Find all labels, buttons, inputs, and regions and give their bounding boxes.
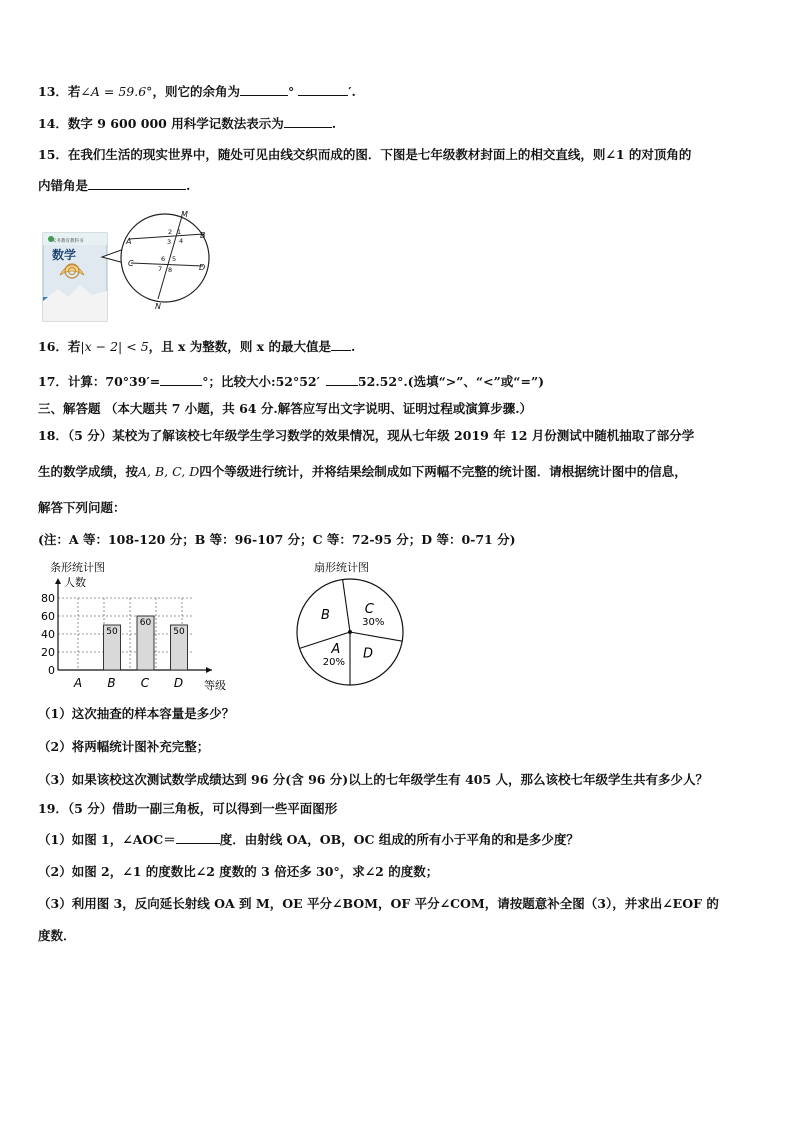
bar-ytick-label: 20 <box>41 646 55 659</box>
pie-slice-label-D: D <box>362 646 374 662</box>
q15-end: . <box>186 178 191 193</box>
bar-chart-xlabel: 等级 <box>204 679 226 692</box>
question-13 <box>38 83 356 101</box>
bar-chart-title: 条形统计图 <box>50 561 105 574</box>
bar-category-label-B: B <box>107 676 116 690</box>
pie-slice-label-B: B <box>320 607 330 623</box>
angle-label-6: 6 <box>161 255 166 263</box>
q17-text-c: 52.52°.(选填“>”、“<”或“=”) <box>357 374 545 389</box>
q15-line1: 在我们生活的现实世界中，随处可见由线交织而成的图．下图是七年级教材封面上的相交直线，则∠1 的对顶角的 <box>67 147 692 162</box>
pie-slice-label-C: C <box>364 602 374 618</box>
bar-ytick-label: 80 <box>41 592 55 605</box>
angle-label-8: 8 <box>168 266 173 274</box>
angle-label-3: 3 <box>167 238 172 246</box>
q14-end: . <box>331 116 337 131</box>
q17-number: 17． <box>38 374 68 389</box>
q16-text-b: ，且 x 为整数，则 x 的最大值是 <box>148 339 331 354</box>
question-19 <box>38 800 337 818</box>
textbook-cover-image <box>43 233 107 321</box>
bar-category-label-A: A <box>73 676 83 690</box>
bar-chart-svg <box>36 558 236 693</box>
pie-percent-label-A: 20% <box>322 656 345 668</box>
pie-percent-label-C: 30% <box>362 617 385 629</box>
bar-chart-ylabel: 人数 <box>64 576 86 589</box>
angle-label-2: 2 <box>168 228 173 236</box>
q18-line2-b: 四个等级进行统计，并将结果绘制成如下两幅不完整的统计图．请根据统计图中的信息， <box>199 464 687 479</box>
label-D: D <box>199 263 206 272</box>
q17-text-b: °；比较大小:52°52′ <box>202 374 320 389</box>
q15-figure <box>40 205 220 325</box>
label-C: C <box>128 259 134 268</box>
pie-slice-label-A: A <box>331 641 341 657</box>
bar-ytick-label: 40 <box>41 628 55 641</box>
label-M: M <box>181 210 188 219</box>
bar-category-label-C: C <box>140 676 150 690</box>
question-19-sub1 <box>38 831 579 849</box>
bar-data-label-D: 50 <box>173 627 185 637</box>
angle-label-7: 7 <box>158 265 163 273</box>
q17-blank-2[interactable] <box>326 373 358 386</box>
pie-center <box>348 630 352 634</box>
q17-blank-1[interactable] <box>160 373 202 386</box>
bar-category-label-D: D <box>173 676 184 690</box>
bar-y-axis-arrow <box>55 578 61 584</box>
question-18-line2 <box>38 463 687 481</box>
q15-number: 15． <box>38 147 68 162</box>
q13-minute-sign: ′. <box>348 84 356 99</box>
question-19-sub3-line1: （3）利用图 3，反向延长射线 OA 到 M，OE 平分∠BOM，OF 平分∠COM，请按题意补全图（3），并求出∠EOF 的 <box>38 896 719 911</box>
q13-math: ∠A = 59.6° <box>80 84 153 99</box>
q16-text-a: 若 <box>67 339 81 354</box>
q14-number: 14． <box>38 116 68 131</box>
question-14 <box>38 115 336 133</box>
q13-degree-sign: ° <box>287 84 295 99</box>
question-18-line1 <box>38 427 694 445</box>
q16-end: . <box>350 339 356 354</box>
q19-sub1-a: （1）如图 1，∠AOC＝ <box>38 832 176 847</box>
angle-label-5: 5 <box>172 255 177 263</box>
q18-line2-math: A, B, C, D <box>138 464 200 479</box>
question-16 <box>38 338 355 356</box>
q19-intro: （5 分）借助一副三角板，可以得到一些平面图形 <box>67 801 338 816</box>
question-19-sub3-line2: 度数． <box>38 928 76 943</box>
q17-text-a: 计算：70°39′= <box>67 374 161 389</box>
q16-blank[interactable] <box>331 338 351 351</box>
question-17 <box>38 373 544 391</box>
book-top-text: 义务教育教科书 <box>52 239 84 244</box>
q16-math: |x − 2| < 5 <box>80 339 149 354</box>
question-19-sub2: （2）如图 2，∠1 的度数比∠2 度数的 3 倍还多 30°，求∠2 的度数； <box>38 864 439 879</box>
q14-blank[interactable] <box>284 115 332 128</box>
label-A: A <box>126 237 132 246</box>
question-18-sub3: （3）如果该校这次测试数学成绩达到 96 分(含 96 分)以上的七年级学生有 405 人，那么该校七年级学生共有多少人？ <box>38 772 709 787</box>
q18-line2-a: 生的数学成绩，按 <box>38 464 139 479</box>
q19-blank[interactable] <box>176 831 220 844</box>
q15-blank[interactable] <box>88 177 186 190</box>
angle-label-4: 4 <box>179 237 184 245</box>
q15-line2: 内错角是 <box>38 178 89 193</box>
q13-blank-minute[interactable] <box>298 83 348 96</box>
bar-x-axis-arrow <box>206 667 212 673</box>
bar-data-label-B: 50 <box>106 627 118 637</box>
question-15-line2 <box>38 177 190 195</box>
q18-pie-chart <box>292 558 412 693</box>
q18-bar-chart <box>36 558 236 693</box>
bar-ytick-label: 60 <box>41 610 55 623</box>
question-18-sub2: （2）将两幅统计图补充完整； <box>38 739 210 754</box>
q15-figure-svg <box>40 205 220 325</box>
question-18-line3: 解答下列问题： <box>38 500 126 515</box>
question-18-note: (注：A 等：108-120 分；B 等：96-107 分；C 等：72-95 分；D 等：0-71 分) <box>38 532 516 547</box>
q19-number: 19． <box>38 801 68 816</box>
label-N: N <box>155 302 161 311</box>
q13-text-a: 若 <box>67 84 81 99</box>
q18-number: 18． <box>38 428 68 443</box>
q14-text: 数字 9 600 000 用科学记数法表示为 <box>67 116 284 131</box>
q13-blank-degree[interactable] <box>240 83 288 96</box>
q16-number: 16． <box>38 339 68 354</box>
question-15-line1 <box>38 146 691 164</box>
question-18-sub1: （1）这次抽查的样本容量是多少？ <box>38 706 235 721</box>
q13-number: 13． <box>38 84 68 99</box>
pie-chart-svg <box>292 558 412 693</box>
section-3-heading: 三、解答题 （本大题共 7 小题，共 64 分.解答应写出文字说明、证明过程或演算步骤.） <box>38 401 533 416</box>
angle-label-1: 1 <box>177 228 182 236</box>
q18-line1: （5 分）某校为了解该校七年级学生学习数学的效果情况，现从七年级 2019 年 12 月份测试中随机抽取了部分学 <box>67 428 695 443</box>
pie-chart-title: 扇形统计图 <box>314 561 369 574</box>
label-B: B <box>200 231 206 240</box>
q19-sub1-b: 度．由射线 OA，OB，OC 组成的所有小于平角的和是多少度？ <box>219 832 579 847</box>
book-title-text: 数学 <box>52 248 77 262</box>
q13-text-b: ，则它的余角为 <box>152 84 240 99</box>
bar-data-label-C: 60 <box>139 618 152 628</box>
bar-ytick-label: 0 <box>48 664 55 677</box>
